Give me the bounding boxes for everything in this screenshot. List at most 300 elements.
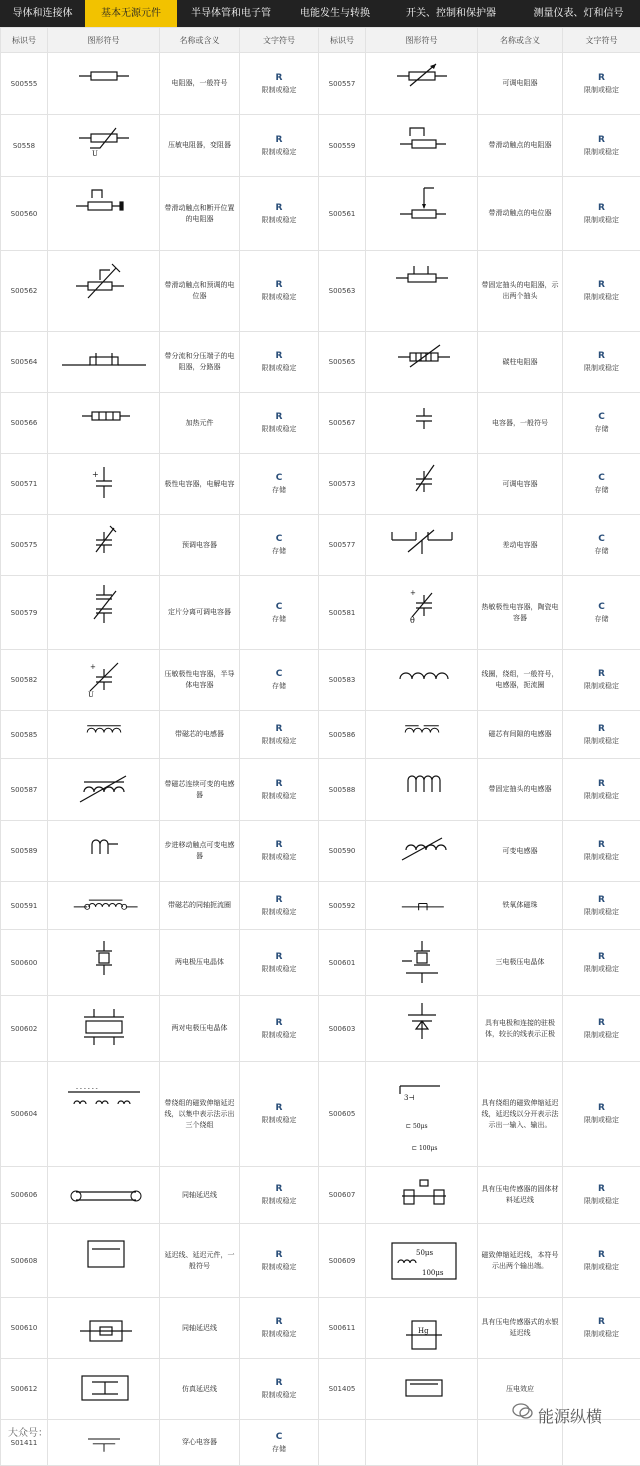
symbol-id: S00555 xyxy=(1,53,48,115)
letter-symbol-cell xyxy=(240,251,319,332)
letter-code: R xyxy=(565,668,638,680)
symbol-id: S00611 xyxy=(319,1298,366,1359)
letter-code: C xyxy=(565,472,638,484)
letter-symbol-cell xyxy=(240,996,319,1062)
letter-symbol-cell xyxy=(240,115,319,177)
symbol-name: 带绕组的磁致伸缩延迟线，以集中表示法示出三个绕组 xyxy=(160,1062,240,1167)
letter-role: 存储 xyxy=(242,1443,316,1455)
symbol-name: 磁致伸缩延迟线，本符号示出两个输出端。 xyxy=(478,1224,563,1298)
wechat-icon xyxy=(512,1402,534,1420)
letter-symbol-cell xyxy=(240,576,319,650)
solid-delay-icon xyxy=(372,1170,472,1221)
letter-symbol-cell xyxy=(240,711,319,759)
watermark-brand: 能源纵横 xyxy=(538,1404,602,1427)
letter-code: R xyxy=(242,778,316,790)
letter-role: 限制或稳定 xyxy=(565,790,638,802)
polarized-capacitor-icon xyxy=(54,457,154,512)
table-row xyxy=(1,1062,640,1167)
symbol-name: 同轴延迟线 xyxy=(160,1167,240,1224)
col-header-symbol: 图形符号 xyxy=(48,28,160,53)
letter-symbol-cell xyxy=(240,759,319,821)
table-row xyxy=(1,650,640,711)
tab-passive-components[interactable]: 基本无源元件 xyxy=(85,0,177,27)
letter-role: 限制或稳定 xyxy=(565,680,638,692)
symbol-name: 电容器，一般符号 xyxy=(478,393,563,454)
symbol-graphic-cell xyxy=(366,882,478,930)
preset-potentiometer-icon xyxy=(54,254,154,329)
letter-role: 存储 xyxy=(565,484,638,496)
tapped-resistor-icon xyxy=(372,254,472,329)
table-row xyxy=(1,882,640,930)
letter-code: R xyxy=(565,350,638,362)
symbol-id: S00610 xyxy=(1,1298,48,1359)
stepped-inductor-icon xyxy=(54,824,154,879)
symbol-name: 可变电感器 xyxy=(478,821,563,882)
symbol-name: 磁芯有间隙的电感器 xyxy=(478,711,563,759)
symbol-graphic-cell xyxy=(366,393,478,454)
letter-role: 限制或稳定 xyxy=(565,84,638,96)
letter-role: 限制或稳定 xyxy=(565,1195,638,1207)
symbol-id: S00609 xyxy=(319,1224,366,1298)
letter-code: R xyxy=(242,72,316,84)
crystal-2-icon xyxy=(54,933,154,993)
letter-symbol-cell xyxy=(563,53,640,115)
letter-role: 限制或稳定 xyxy=(242,84,316,96)
symbol-id: S01411 xyxy=(1,1420,48,1466)
letter-role: 限制或稳定 xyxy=(242,1114,316,1126)
symbol-graphic-cell xyxy=(366,115,478,177)
symbol-name: 带滑动触点的电阻器 xyxy=(478,115,563,177)
letter-role: 限制或稳定 xyxy=(565,214,638,226)
table-header-row xyxy=(1,28,640,53)
symbol-graphic-cell xyxy=(48,1359,160,1420)
symbol-name: 带滑动触点和预调的电位器 xyxy=(160,251,240,332)
table-row xyxy=(1,515,640,576)
symbol-graphic-cell xyxy=(48,454,160,515)
letter-symbol-cell xyxy=(563,821,640,882)
symbol-id: S00579 xyxy=(1,576,48,650)
electret-icon xyxy=(372,999,472,1059)
slider-off-resistor-icon xyxy=(54,180,154,248)
col-header-symbol: 图形符号 xyxy=(366,28,478,53)
delay-line-split-icon xyxy=(372,1074,472,1154)
artificial-delay-icon xyxy=(54,1362,154,1417)
letter-code: R xyxy=(565,72,638,84)
letter-symbol-cell xyxy=(563,115,640,177)
symbol-id: S00604 xyxy=(1,1062,48,1167)
letter-role: 限制或稳定 xyxy=(242,146,316,158)
letter-symbol-cell xyxy=(240,1298,319,1359)
symbol-name: 预调电容器 xyxy=(160,515,240,576)
category-tabs xyxy=(0,0,640,27)
symbol-id: S01405 xyxy=(319,1359,366,1420)
letter-code: R xyxy=(242,134,316,146)
letter-role: 限制或稳定 xyxy=(242,1389,316,1401)
letter-symbol-cell xyxy=(240,454,319,515)
letter-code: R xyxy=(242,411,316,423)
symbol-name: 带磁芯的同轴扼流圈 xyxy=(160,882,240,930)
table-row xyxy=(1,332,640,393)
symbol-id: S00583 xyxy=(319,650,366,711)
table-row xyxy=(1,1167,640,1224)
letter-code: R xyxy=(565,839,638,851)
symbol-graphic-cell xyxy=(48,515,160,576)
letter-role: 限制或稳定 xyxy=(242,291,316,303)
symbol-name: 线圈，绕组，一般符号，电感器，扼流圈 xyxy=(478,650,563,711)
symbol-id: S00559 xyxy=(319,115,366,177)
letter-code: R xyxy=(242,723,316,735)
letter-role: 限制或稳定 xyxy=(242,362,316,374)
mercury-delay-icon xyxy=(372,1301,472,1356)
letter-symbol-cell xyxy=(240,1359,319,1420)
symbol-graphic-cell xyxy=(366,1224,478,1298)
symbol-name: 差动电容器 xyxy=(478,515,563,576)
col-header-name: 名称或含义 xyxy=(478,28,563,53)
watermark-left: 大众号： xyxy=(8,1424,48,1439)
symbol-graphic-cell xyxy=(366,1359,478,1420)
col-header-letter: 文字符号 xyxy=(563,28,640,53)
symbol-graphic-cell xyxy=(48,759,160,821)
symbol-name: 两电极压电晶体 xyxy=(160,930,240,996)
symbol-name: 带分流和分压端子的电阻器，分路器 xyxy=(160,332,240,393)
letter-code: R xyxy=(565,1183,638,1195)
svg-text:Hg: Hg xyxy=(418,1327,429,1335)
symbol-id: S00585 xyxy=(1,711,48,759)
letter-code: R xyxy=(242,894,316,906)
letter-code: R xyxy=(565,1316,638,1328)
letter-symbol-cell xyxy=(563,332,640,393)
tab-power-generation[interactable]: 电能发生与转换 xyxy=(285,0,385,27)
symbol-graphic-cell xyxy=(48,1298,160,1359)
symbol-graphic-cell xyxy=(366,1062,478,1167)
letter-role: 限制或稳定 xyxy=(242,963,316,975)
letter-role: 限制或稳定 xyxy=(565,1114,638,1126)
letter-symbol-cell xyxy=(563,711,640,759)
symbol-graphic-cell xyxy=(366,1298,478,1359)
symbol-id: S00575 xyxy=(1,515,48,576)
symbol-name: 具有绕组的磁致伸缩延迟线，延迟线以分开表示法示出一输入、输出。 xyxy=(478,1062,563,1167)
symbol-id: S00603 xyxy=(319,996,366,1062)
letter-role: 限制或稳定 xyxy=(565,146,638,158)
symbol-name: 可调电阻器 xyxy=(478,53,563,115)
symbol-name: 定片分离可调电容器 xyxy=(160,576,240,650)
symbol-id: S00564 xyxy=(1,332,48,393)
table-row xyxy=(1,576,640,650)
symbol-table xyxy=(0,27,640,1466)
shunt-resistor-icon xyxy=(54,335,154,390)
letter-code: R xyxy=(565,134,638,146)
symbol-name: 延迟线、延迟元件，一般符号 xyxy=(160,1224,240,1298)
col-header-id: 标识号 xyxy=(319,28,366,53)
letter-symbol-cell xyxy=(240,1167,319,1224)
letter-symbol-cell xyxy=(240,1224,319,1298)
letter-role: 限制或稳定 xyxy=(242,735,316,747)
letter-role: 存储 xyxy=(242,680,316,692)
symbol-id: S00607 xyxy=(319,1167,366,1224)
letter-symbol-cell xyxy=(563,1167,640,1224)
letter-symbol-cell xyxy=(563,177,640,251)
letter-code: R xyxy=(565,951,638,963)
table-row xyxy=(1,711,640,759)
symbol-id: S00591 xyxy=(1,882,48,930)
svg-text:3⊣: 3⊣ xyxy=(404,1094,414,1102)
table-row xyxy=(1,393,640,454)
symbol-id: S00566 xyxy=(1,393,48,454)
symbol-graphic-cell xyxy=(48,996,160,1062)
symbol-name: 具有压电传感器式的水银延迟线 xyxy=(478,1298,563,1359)
differential-capacitor-icon xyxy=(372,518,472,573)
potentiometer-icon xyxy=(372,180,472,248)
letter-role: 限制或稳定 xyxy=(242,1029,316,1041)
letter-symbol-cell xyxy=(563,1224,640,1298)
letter-symbol-cell xyxy=(240,882,319,930)
letter-symbol-cell xyxy=(240,1420,319,1466)
symbol-graphic-cell xyxy=(48,177,160,251)
symbol-graphic-cell xyxy=(48,650,160,711)
svg-text:⊏ 100μs: ⊏ 100μs xyxy=(412,1145,437,1152)
split-stator-capacitor-icon xyxy=(54,579,154,647)
letter-code: C xyxy=(242,668,316,680)
table-row xyxy=(1,454,640,515)
symbol-id: S00612 xyxy=(1,1359,48,1420)
symbol-id: S00589 xyxy=(1,821,48,882)
symbol-id: S00567 xyxy=(319,393,366,454)
letter-code: C xyxy=(565,533,638,545)
letter-role: 限制或稳定 xyxy=(242,423,316,435)
svg-text:+: + xyxy=(410,589,416,597)
symbol-id: S00581 xyxy=(319,576,366,650)
letter-role: 限制或稳定 xyxy=(565,963,638,975)
magnetostrictive-delay-icon xyxy=(54,1074,154,1154)
symbol-name: 带固定抽头的电感器 xyxy=(478,759,563,821)
symbol-id: S00605 xyxy=(319,1062,366,1167)
symbol-name: 仿真延迟线 xyxy=(160,1359,240,1420)
symbol-name: 压敏电阻器，变阻器 xyxy=(160,115,240,177)
coaxial-delay-icon xyxy=(54,1170,154,1221)
table-row xyxy=(1,251,640,332)
symbol-graphic-cell xyxy=(366,515,478,576)
svg-text:θ: θ xyxy=(410,616,415,625)
symbol-graphic-cell xyxy=(48,332,160,393)
letter-code: R xyxy=(565,1249,638,1261)
symbol-id: S00608 xyxy=(1,1224,48,1298)
letter-symbol-cell xyxy=(563,1298,640,1359)
letter-code: C xyxy=(565,411,638,423)
letter-code: R xyxy=(565,1017,638,1029)
letter-role: 限制或稳定 xyxy=(565,362,638,374)
symbol-graphic-cell xyxy=(366,251,478,332)
symbol-name: 压敏极性电容器，半导体电容器 xyxy=(160,650,240,711)
symbol-name: 热敏极性电容器，陶瓷电容器 xyxy=(478,576,563,650)
letter-symbol-cell xyxy=(240,177,319,251)
letter-role: 存储 xyxy=(565,545,638,557)
letter-role: 限制或稳定 xyxy=(242,790,316,802)
variable-resistor-icon xyxy=(372,56,472,112)
letter-code: R xyxy=(565,778,638,790)
symbol-graphic-cell xyxy=(48,576,160,650)
crystal-4-icon xyxy=(54,999,154,1059)
symbol-id: S00573 xyxy=(319,454,366,515)
letter-symbol-cell xyxy=(240,930,319,996)
symbol-graphic-cell xyxy=(366,332,478,393)
letter-code: R xyxy=(565,1102,638,1114)
varistor-icon xyxy=(54,118,154,174)
symbol-graphic-cell xyxy=(366,576,478,650)
letter-role: 存储 xyxy=(242,484,316,496)
thermal-capacitor-icon xyxy=(372,579,472,647)
table-row xyxy=(1,759,640,821)
symbol-id: S00592 xyxy=(319,882,366,930)
symbol-name: 压电效应 xyxy=(478,1359,563,1420)
symbol-graphic-cell xyxy=(48,930,160,996)
carbon-pile-resistor-icon xyxy=(372,335,472,390)
symbol-name: 带磁芯的电感器 xyxy=(160,711,240,759)
letter-symbol-cell xyxy=(563,759,640,821)
table-row xyxy=(1,53,640,115)
symbol-graphic-cell xyxy=(48,251,160,332)
letter-code: R xyxy=(242,1017,316,1029)
symbol-id: S00606 xyxy=(1,1167,48,1224)
letter-code: R xyxy=(565,723,638,735)
symbol-graphic-cell xyxy=(48,821,160,882)
symbol-graphic-cell xyxy=(366,177,478,251)
symbol-graphic-cell xyxy=(366,53,478,115)
letter-symbol-cell xyxy=(240,650,319,711)
letter-role: 限制或稳定 xyxy=(242,1328,316,1340)
symbol-name: 带固定抽头的电阻器，示出两个抽头 xyxy=(478,251,563,332)
symbol-id xyxy=(319,1420,366,1466)
symbol-graphic-cell xyxy=(366,650,478,711)
gapped-core-inductor-icon xyxy=(372,714,472,756)
letter-symbol-cell xyxy=(563,930,640,996)
ferrite-bead-icon xyxy=(372,885,472,927)
letter-code: C xyxy=(242,601,316,613)
table-row xyxy=(1,115,640,177)
letter-symbol-cell xyxy=(563,882,640,930)
letter-code: R xyxy=(242,1249,316,1261)
symbol-graphic-cell xyxy=(366,711,478,759)
symbol-name: 带滑动触点的电位器 xyxy=(478,177,563,251)
symbol-graphic-cell xyxy=(48,1062,160,1167)
tab-switches[interactable]: 开关、控制和保护器 xyxy=(385,0,517,27)
symbol-id: S00557 xyxy=(319,53,366,115)
symbol-graphic-cell xyxy=(366,1167,478,1224)
symbol-name: 加热元件 xyxy=(160,393,240,454)
symbol-id: S00565 xyxy=(319,332,366,393)
heating-element-icon xyxy=(54,396,154,451)
tab-instruments[interactable]: 测量仪表、灯和信号 xyxy=(517,0,640,27)
table-row xyxy=(1,930,640,996)
letter-symbol-cell xyxy=(563,515,640,576)
letter-code: R xyxy=(242,1377,316,1389)
letter-role: 限制或稳定 xyxy=(242,1261,316,1273)
svg-text:+: + xyxy=(90,663,96,671)
svg-text:100μs: 100μs xyxy=(422,1269,444,1277)
tab-semiconductors[interactable]: 半导体管和电子管 xyxy=(177,0,285,27)
letter-code: R xyxy=(565,279,638,291)
symbol-graphic-cell xyxy=(366,996,478,1062)
symbol-name: 步进移动触点可变电感器 xyxy=(160,821,240,882)
capacitor-icon xyxy=(372,396,472,451)
symbol-id: S00582 xyxy=(1,650,48,711)
letter-role: 存储 xyxy=(565,613,638,625)
letter-code: R xyxy=(242,1102,316,1114)
symbol-id: S00601 xyxy=(319,930,366,996)
preset-capacitor-icon xyxy=(54,518,154,573)
svg-text:U: U xyxy=(88,691,94,699)
letter-role: 限制或稳定 xyxy=(242,851,316,863)
letter-role: 存储 xyxy=(242,545,316,557)
svg-text:+: + xyxy=(92,470,99,479)
voltage-capacitor-icon xyxy=(54,653,154,708)
letter-role: 限制或稳定 xyxy=(242,906,316,918)
letter-symbol-cell xyxy=(563,251,640,332)
symbol-graphic-cell xyxy=(48,53,160,115)
variable-inductor-icon xyxy=(372,824,472,879)
letter-symbol-cell xyxy=(563,996,640,1062)
symbol-name: 铁氧体磁珠 xyxy=(478,882,563,930)
resistor-icon xyxy=(54,56,154,112)
core-inductor-icon xyxy=(54,714,154,756)
symbol-name: 两对电极压电晶体 xyxy=(160,996,240,1062)
symbol-graphic-cell xyxy=(366,1420,478,1466)
table-row xyxy=(1,996,640,1062)
letter-role: 限制或稳定 xyxy=(565,291,638,303)
letter-symbol-cell xyxy=(563,454,640,515)
symbol-name: 具有电极和连接的驻极体，较长的线表示正极 xyxy=(478,996,563,1062)
symbol-graphic-cell xyxy=(366,454,478,515)
symbol-id: S00562 xyxy=(1,251,48,332)
table-row xyxy=(1,1224,640,1298)
letter-code: R xyxy=(242,839,316,851)
col-header-name: 名称或含义 xyxy=(160,28,240,53)
letter-symbol-cell xyxy=(563,393,640,454)
letter-code: R xyxy=(565,894,638,906)
feedthrough-capacitor-icon xyxy=(54,1423,154,1463)
table-row xyxy=(1,177,640,251)
delay-2out-icon xyxy=(372,1227,472,1295)
symbol-name: 碳柱电阻器 xyxy=(478,332,563,393)
symbol-id: S00560 xyxy=(1,177,48,251)
symbol-name: 三电极压电晶体 xyxy=(478,930,563,996)
symbol-id: S00590 xyxy=(319,821,366,882)
symbol-graphic-cell xyxy=(48,1224,160,1298)
piezo-effect-icon xyxy=(372,1362,472,1417)
symbol-id: S0558 xyxy=(1,115,48,177)
letter-role: 限制或稳定 xyxy=(565,906,638,918)
tab-conductors[interactable]: 导体和连接体 xyxy=(0,0,85,27)
symbol-name: 带滑动触点和断开位置的电阻器 xyxy=(160,177,240,251)
letter-role: 限制或稳定 xyxy=(242,214,316,226)
letter-code: C xyxy=(242,1431,316,1443)
letter-symbol-cell xyxy=(240,515,319,576)
symbol-graphic-cell xyxy=(48,1167,160,1224)
symbol-graphic-cell xyxy=(366,821,478,882)
letter-code: R xyxy=(242,350,316,362)
tapped-inductor-icon xyxy=(372,762,472,818)
crystal-3-icon xyxy=(372,933,472,993)
coax-delay-box-icon xyxy=(54,1301,154,1356)
letter-symbol-cell xyxy=(563,1062,640,1167)
symbol-name: 同轴延迟线 xyxy=(160,1298,240,1359)
table-row xyxy=(1,1298,640,1359)
slider-resistor-icon xyxy=(372,118,472,174)
letter-symbol-cell xyxy=(240,821,319,882)
letter-code: R xyxy=(242,202,316,214)
symbol-id: S00600 xyxy=(1,930,48,996)
letter-symbol-cell xyxy=(240,332,319,393)
letter-code: R xyxy=(242,1183,316,1195)
